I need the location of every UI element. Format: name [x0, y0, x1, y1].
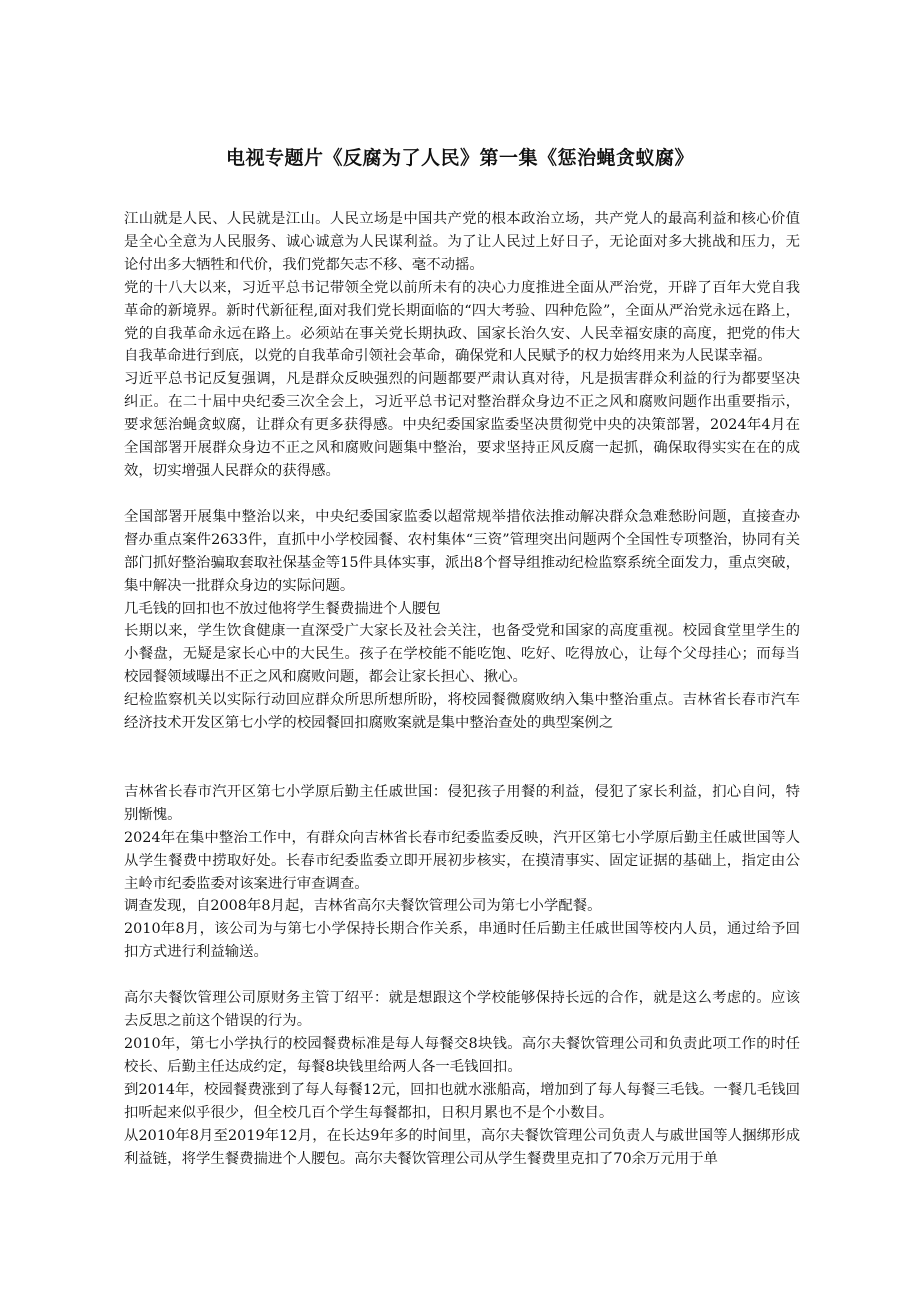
paragraph: 全国部署开展集中整治以来，中央纪委国家监委以超常规举措依法推动解决群众急难愁盼问题，直接查办督办重点案件2633件，直抓中小学校园餐、农村集体“三资”管理突出问题两个全国性专项整治，协同有关部门抓好整治骗取套取社保基金等15件具体实事，派出8个督导组推动纪检监察系统全面发力，重点突破，集中解决一批群众身边的实际问题。: [124, 508, 800, 594]
paragraph: 党的十八大以来，习近平总书记带领全党以前所未有的决心力度推进全面从严治党，开辟了百年大党自我革命的新境界。新时代新征程,面对我们党长期面临的“四大考验、四种危险”，全面从严治党永远在路上，党的自我革命永远在路上。必须站在事关党长期执政、国家长治久安、人民幸福安康的高度，把党的伟大自我革命进行到底，以党的自我革命引领社会革命，确保党和人民赋予的权力始终用来为人民谋幸福。: [124, 279, 800, 365]
document-title: 电视专题片《反腐为了人民》第一集《惩治蝇贪蚁腐》: [225, 147, 694, 169]
paragraph: 长期以来，学生饮食健康一直深受广大家长及社会关注，也备受党和国家的高度重视。校园食堂里学生的小餐盘，无疑是家长心中的大民生。孩子在学校能不能吃饱、吃好、吃得放心，让每个父母挂心；而每当校园餐领域曝出不正之风和腐败问题，都会让家长担心、揪心。: [124, 623, 800, 686]
paragraph-gap: [124, 735, 800, 781]
paragraph-gap: [124, 483, 800, 506]
paragraph: 纪检监察机关以实际行动回应群众所思所想所盼，将校园餐微腐败纳入集中整治重点。吉林省长春市汽车经济技术开发区第七小学的校园餐回扣腐败案就是集中整治查处的典型案例之: [124, 692, 800, 732]
paragraph: 调查发现，自2008年8月起，吉林省高尔夫餐饮管理公司为第七小学配餐。: [124, 898, 602, 915]
paragraph: 2010年8月，该公司为与第七小学保持长期合作关系，串通时任后勤主任戚世国等校内人员，通过给予回扣方式进行利益输送。: [124, 921, 800, 961]
paragraph-gap: [124, 964, 800, 987]
paragraph: 高尔夫餐饮管理公司原财务主管丁绍平：就是想跟这个学校能够保持长远的合作，就是这么考虑的。应该去反思之前这个错误的行为。: [124, 990, 800, 1030]
document-body: [124, 208, 800, 1170]
paragraph: 2024年在集中整治工作中，有群众向吉林省长春市纪委监委反映，汽开区第七小学原后勤主任戚世国等人从学生餐费中捞取好处。长春市纪委监委立即开展初步核实，在摸清事实、固定证据的基础上，指定由公主岭市纪委监委对该案进行审查调查。: [124, 829, 800, 892]
paragraph: 习近平总书记反复强调，凡是群众反映强烈的问题都要严肃认真对待，凡是损害群众利益的行为都要坚决纠正。在二十届中央纪委三次全会上，习近平总书记对整治群众身边不正之风和腐败问题作出重要指示，要求惩治蝇贪蚁腐，让群众有更多获得感。中央纪委国家监委坚决贯彻党中央的决策部署，2024年4月在全国部署开展群众身边不正之风和腐败问题集中整治，要求坚持正风反腐一起抓，确保取得实实在在的成效，切实增强人民群众的获得感。: [124, 371, 800, 479]
paragraph: 2010年，第七小学执行的校园餐费标准是每人每餐交8块钱。高尔夫餐饮管理公司和负责此项工作的时任校长、后勤主任达成约定，每餐8块钱里给两人各一毛钱回扣。: [124, 1036, 800, 1075]
paragraph: 从2010年8月至2019年12月，在长达9年多的时间里，高尔夫餐饮管理公司负责人与戚世国等人捆绑形成利益链，将学生餐费揣进个人腰包。高尔夫餐饮管理公司从学生餐费里克扣了70余万元用于单: [124, 1127, 800, 1167]
paragraph: 江山就是人民、人民就是江山。人民立场是中国共产党的根本政治立场，共产党人的最高利益和核心价值是全心全意为人民服务、诚心诚意为人民谋利益。为了让人民过上好日子，无论面对多大挑战和压力，无论付出多大牺牲和代价，我们党都矢志不移、毫不动摇。: [124, 211, 800, 273]
paragraph: 到2014年，校园餐费涨到了每人每餐12元，回扣也就水涨船高，增加到了每人每餐三毛钱。一餐几毛钱回扣听起来似乎很少，但全校几百个学生每餐都扣，日积月累也不是个小数目。: [124, 1081, 800, 1121]
paragraph: 吉林省长春市汽开区第七小学原后勤主任戚世国：侵犯孩子用餐的利益，侵犯了家长利益，扪心自问，特别惭愧。: [124, 783, 800, 823]
section-heading: 几毛钱的回扣也不放过他将学生餐费揣进个人腰包: [124, 600, 441, 617]
